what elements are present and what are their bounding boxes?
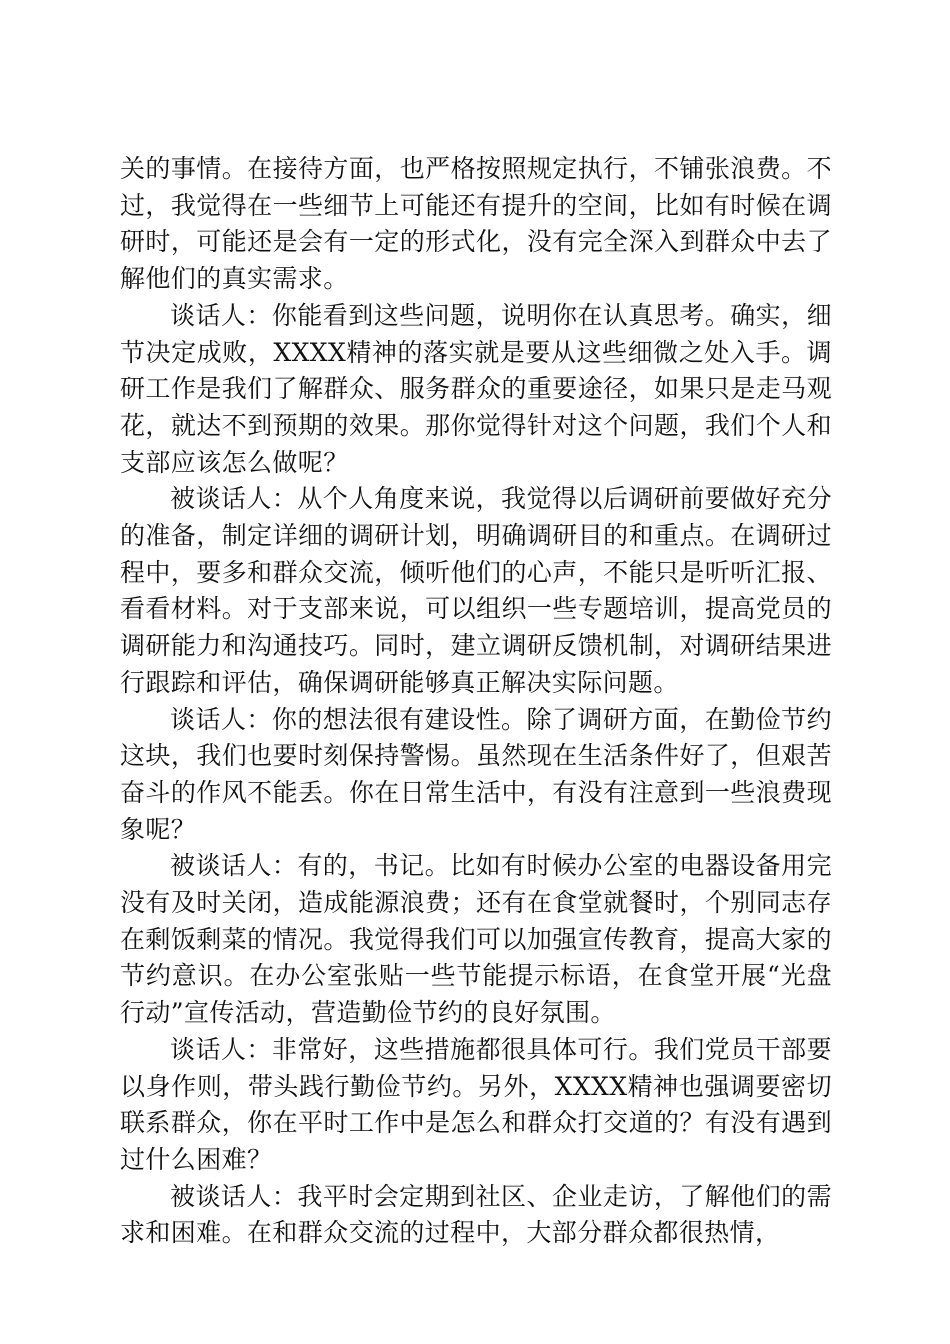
paragraph-7: 被谈话人：我平时会定期到社区、企业走访，了解他们的需求和困难。在和群众交流的过程中，大部分群众都很热情， — [120, 1181, 832, 1248]
paragraph-5: 被谈话人：有的，书记。比如有时候办公室的电器设备用完没有及时关闭，造成能源浪费；还有在食堂就餐时，个别同志存在剩饭剩菜的情况。我觉得我们可以加强宣传教育，提高大家的节约意识。在办公室张贴一些节能提示标语，在食堂开展“光盘行动”宣传活动，营造勤俭节约的良好氛围。 — [120, 851, 832, 1028]
paragraph-2: 谈话人：你能看到这些问题，说明你在认真思考。确实，细节决定成败，XXXX精神的落实就是要从这些细微之处入手。调研工作是我们了解群众、服务群众的重要途径，如果只是走马观花，就达不到预期的效果。那你觉得针对这个问题，我们个人和支部应该怎么做呢？ — [120, 300, 832, 477]
paragraph-6: 谈话人：非常好，这些措施都很具体可行。我们党员干部要以身作则，带头践行勤俭节约。另外，XXXX精神也强调要密切联系群众，你在平时工作中是怎么和群众打交道的？有没有遇到过什么困难？ — [120, 1034, 832, 1174]
paragraph-1: 关的事情。在接待方面，也严格按照规定执行，不铺张浪费。不过，我觉得在一些细节上可能还有提升的空间，比如有时候在调研时，可能还是会有一定的形式化，没有完全深入到群众中去了解他们的真实需求。 — [120, 154, 832, 294]
document-body — [120, 151, 832, 1252]
paragraph-4: 谈话人：你的想法很有建设性。除了调研方面，在勤俭节约这块，我们也要时刻保持警惕。虽然现在生活条件好了，但艰苦奋斗的作风不能丢。你在日常生活中，有没有注意到一些浪费现象呢？ — [120, 704, 832, 844]
paragraph-3: 被谈话人：从个人角度来说，我觉得以后调研前要做好充分的准备，制定详细的调研计划，明确调研目的和重点。在调研过程中，要多和群众交流，倾听他们的心声，不能只是听听汇报、看看材料。对于支部来说，可以组织一些专题培训，提高党员的调研能力和沟通技巧。同时，建立调研反馈机制，对调研结果进行跟踪和评估，确保调研能够真正解决实际问题。 — [120, 484, 832, 697]
